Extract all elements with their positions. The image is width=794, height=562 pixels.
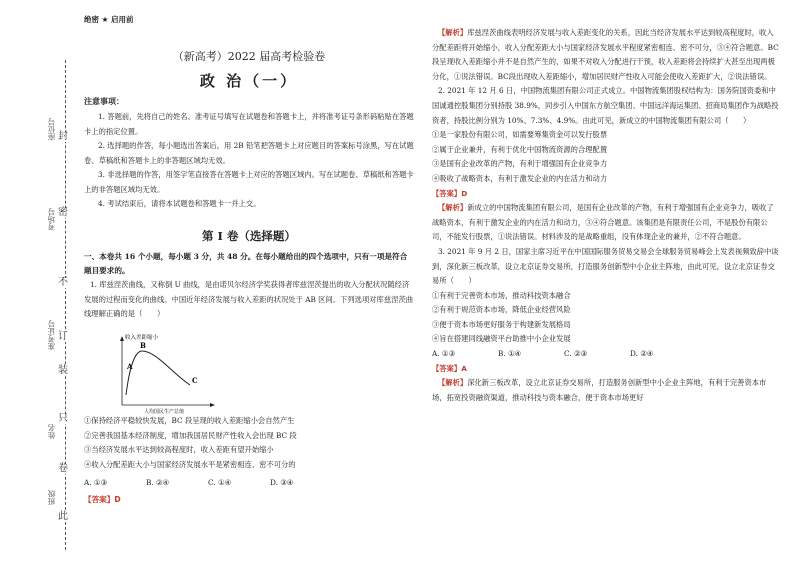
analysis-text: 深化新三板改革，设立北京证券交易所，打造服务创新型中小企业主阵地，有利于完善资本市场，拓宽投资融资渠道，推动科技与资本融合，便于资本市场更好 xyxy=(432,378,767,402)
question-3-stem: 3. 2021 年 9 月 2 日，国家主席习近平在中国国际服务贸易交易会全球服务贸易峰会上发表视频致辞中谈到，深化新三板改革，设立北京证券交易所，打造服务创新型中小企业主阵地，由此可见，设立北京证券交易所（ ） xyxy=(432,246,779,286)
option-item: ④收入分配差距大小与国家经济发展水平是紧密相连、密不可分的 xyxy=(84,459,296,469)
analysis-text: 库兹涅茨曲线表明经济发展与收入差距变化的关系，因此当经济发展水平达到较高程度时，收入分配差距将开始缩小，收入分配差距大小与国家经济发展水平程度紧密相连、密不可分，③④符合题意。BC段呈现收入差距缩小并不是自然产生的，如果不对收入分配进行干预，收入差距将会持续扩大甚至出现两极分化，①说法错误。BC段出现收入差距缩小，增加居民财产性收入可能会使收入差距扩大，②说法错误。 xyxy=(432,28,779,81)
analysis-1 xyxy=(432,26,780,84)
analysis-3 xyxy=(432,376,780,405)
notes-heading: 注意事项： xyxy=(84,96,124,106)
option-item: ④旨在搭建同线融资平台助推中小企业发展 xyxy=(432,334,571,344)
seat-number-label: 座位号 xyxy=(47,118,56,141)
note-item: 4. 考试结束后，请将本试题卷和答题卡一并上交。 xyxy=(98,199,261,208)
part-title: 第 I 卷（选择题） xyxy=(202,229,296,243)
note-item: 2. 选择题的作答，每小题选出答案后，用 2B 铅笔把答题卡上对应题目的答案标号涂黑，写在试题卷、草稿纸和答题卡上的非答题区域均无效。 xyxy=(84,141,414,165)
margin-char: 卷 xyxy=(58,463,68,474)
answer-tag: 【答案】 xyxy=(432,363,462,373)
question-3-choices xyxy=(432,347,780,362)
name-label: 姓名 xyxy=(47,424,56,439)
x-axis-label: 人均国民生产总值 xyxy=(144,409,185,415)
margin-char: 装 xyxy=(58,365,68,376)
kuznets-curve-diagram xyxy=(112,333,217,415)
margin-char: 订 xyxy=(58,331,68,342)
option-item: ③便于资本市场更好服务于构建新发展格局 xyxy=(432,319,571,329)
notes-list xyxy=(84,110,414,212)
choice-c: C. ①④ xyxy=(208,478,232,487)
choice-b: B. ①④ xyxy=(498,349,522,359)
margin-char: 不 xyxy=(58,277,68,288)
answer-value: D xyxy=(114,495,121,504)
answer-value: A xyxy=(461,363,467,373)
question-2-stem: 2. 2021 年 12 月 6 日，中国物流集团有限公司正式成立。中国物流集团股权结构为：国务院国资委和中国诚通控股集团分别持股 38.9%，同步引入中国东方航空集团、中国远洋海运集团、招商局集团作为战略投资者，持股比例分别为 10%、7.3%、4.9%。由此可见，新成立的中国物流集团有限公司（ ） xyxy=(432,86,779,125)
note-item: 1. 答题前，先将自己的姓名、准考证号填写在试题卷和答题卡上，并将准考证号条形码粘贴在答题卡上的指定位置。 xyxy=(84,112,414,136)
question-1-options xyxy=(84,414,414,472)
choice-a: A. ①③ xyxy=(84,478,107,487)
y-arrow xyxy=(120,336,124,341)
question-1-answer xyxy=(84,494,121,505)
choice-c: C. ②③ xyxy=(564,349,588,359)
binding-margin xyxy=(20,60,80,550)
choice-a: A. ①③ xyxy=(432,349,455,359)
option-item: ①有利于完善资本市场，推动科技资本融合 xyxy=(432,290,571,300)
answer-tag: 【答案】 xyxy=(84,495,115,504)
margin-char: 封 xyxy=(58,131,68,142)
margin-char: 密 xyxy=(58,207,68,218)
question-1 xyxy=(84,278,414,322)
question-stem: 1. 库兹涅茨曲线，又称倒 U 曲线，是由诺贝尔经济学奖获得者库兹涅茨提出的收入分配状况随经济发展的过程而变化的曲线。中国近年经济发展与收入差距的状况处于 AB 区间。下列选项对库兹涅茨曲线理解正确的是（ ） xyxy=(84,280,414,318)
option-item: ②完善我国基本经济制度，增加我国居民财产性收入会出现 BC 段 xyxy=(84,430,297,440)
option-item: ①是一家股份有限公司，如需要筹集资金可以发行股票 xyxy=(432,130,608,140)
kuznets-curve xyxy=(126,351,190,395)
choice-d: D. ③④ xyxy=(270,478,294,487)
analysis-tag: 【解析】 xyxy=(438,28,468,37)
y-axis-label: 收入差距缩小 xyxy=(125,335,159,341)
question-1-choices xyxy=(84,478,414,487)
margin-char: 只 xyxy=(58,413,68,424)
choice-d: D. ②④ xyxy=(630,349,654,359)
option-item: ②有利于规范资本市场，降低企业经营风险 xyxy=(432,305,571,315)
analysis-tag: 【解析】 xyxy=(438,203,468,213)
right-column xyxy=(432,26,780,405)
section-intro: 一、本卷共 16 个小题，每小题 3 分，共 48 分。在每小题给出的四个选项中，只有一项是符合题目要求的。 xyxy=(84,252,408,275)
option-item: ③是国有企业改革的产物，有利于增强国有企业竞争力 xyxy=(432,159,608,169)
confidential-mark: 绝密 ★ 启用前 xyxy=(84,15,134,24)
option-item: ①保持经济平稳较快发展，BC 段呈现的收入差距缩小会自然产生 xyxy=(84,416,295,425)
analysis-text: 新成立的中国物流集团有限公司，是国有企业改革的产物，有利于增强国有企业竞争力，吸收了战略资本，有利于激发企业的内在活力和动力，③④符合题意。该集团是有限责任公司，不是股份有限公司，不能发行股票，①说法错误。材料涉及的是战略重组，没有体现企业的兼并，②不符合题意。 xyxy=(432,203,774,242)
analysis-2 xyxy=(432,201,780,245)
answer-tag: 【答案】 xyxy=(432,188,462,198)
option-item: ③当经济发展水平达到较高程度时，收入差距有望开始缩小 xyxy=(84,445,274,454)
exam-title: （新高考）2022 届高考检验卷 xyxy=(172,50,326,63)
point-a: A xyxy=(127,362,133,371)
exam-room-label: 考场号 xyxy=(47,208,56,231)
answer-value: D xyxy=(461,188,468,198)
choice-b: B. ②④ xyxy=(146,478,170,487)
option-item: ④吸收了战略资本，有利于激发企业的内在活力和动力 xyxy=(432,173,608,183)
option-item: ②属于企业兼并，有利于优化中国物流资源的合理配置 xyxy=(432,144,608,154)
analysis-tag: 【解析】 xyxy=(438,378,468,388)
question-2-answer xyxy=(432,187,780,202)
question-3-answer xyxy=(432,362,780,377)
margin-char: 此 xyxy=(58,511,68,522)
subject-title: 政 治（一） xyxy=(199,72,299,90)
x-arrow xyxy=(210,403,215,407)
point-c: C xyxy=(192,376,198,385)
note-item: 3. 非选择题的作答，用签字笔直接答在答题卡上对应的答题区域内。写在试题卷、草稿纸和答题卡上的非答题区域均无效。 xyxy=(84,170,414,194)
ticket-number-label: 准考证号 xyxy=(47,320,56,350)
point-b: B xyxy=(140,341,146,350)
class-label: 班级 xyxy=(47,490,56,505)
